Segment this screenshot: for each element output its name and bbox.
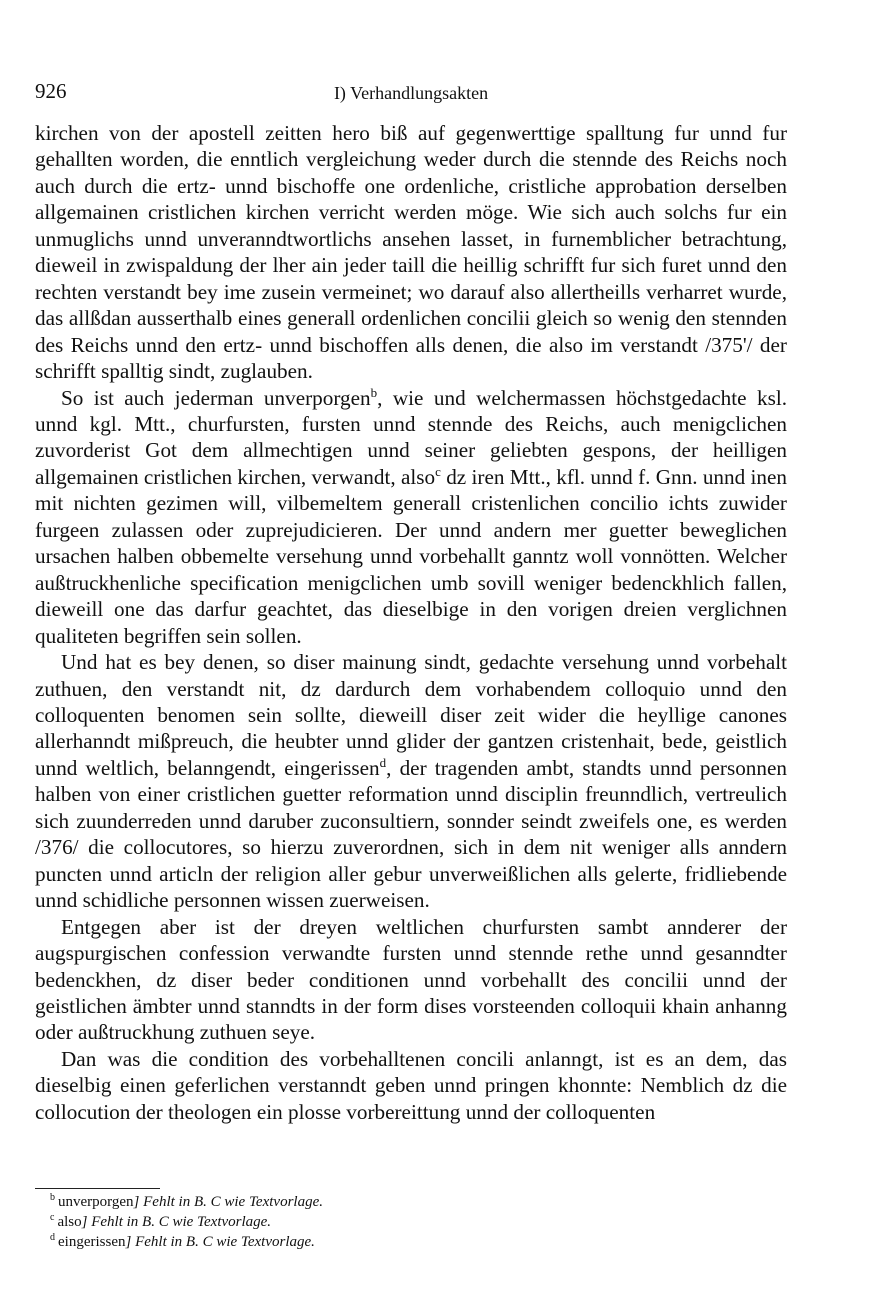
paragraph-3: Und hat es bey denen, so diser mainung sindt, gedachte versehung unnd vorbehalt zuthuen, den verstandt nit, dz dardurch dem vorhabendem colloquio unnd den colloquenten benomen sein sollte, dieweill diser zeit wider die heyllige canones allerhanndt mißpreuch, die heubter unnd glider der gantzen cristenhait, bede, geistlich unnd weltlich, belanngendt, eingerissen$^d$, der tragenden ambt, standts unnd personnen halben von einer cristlichen guetter reformation unnd disciplin freunndlich, vertreulich sich zuunderreden unnd daruber zuconsultiern, sonnder seindt zweifels one, es werden /376/ die collocutores, so hierzu zuverordnen, sich in dem nit weniger alls anndern puncten unnd articln der religion aller gebur unverweißlichen alls gelerte, fridliebende unnd schidliche personnen wissen zuerweisen. bbox=[35, 650, 787, 913]
body-text bbox=[35, 120, 787, 1125]
footnote-d: $^d$ eingerissen] Fehlt in B. C wie Textvorlage. bbox=[50, 1232, 315, 1250]
footnote-b: $^b$ unverporgen] Fehlt in B. C wie Textvorlage. bbox=[50, 1192, 323, 1210]
footnote-ref-c[interactable]: c bbox=[435, 463, 441, 479]
paragraph-5: Dan was die condition des vorbehalltenen concili anlanngt, ist es an dem, das dieselbig einen geferlichen verstanndt geben unnd pringen khonnte: Nemblich dz die collocution der theologen ein plosse vorbereittung unnd der colloquenten bbox=[35, 1046, 787, 1124]
page-header bbox=[35, 78, 787, 104]
footnote-divider bbox=[35, 1188, 160, 1189]
paragraph-4: Entgegen aber ist der dreyen weltlichen churfursten sambt annderer der augspurgischen confession verwandte fursten unnd stennde rethe unnd gesanndter bedenckhen, dz diser beder conditionen unnd vorbehallt des concilii unnd der geistlichen ämbter unnd stanndts in der form dises vorsteenden colloquii khain anhanng oder außtruckhung zuthuen seye. bbox=[35, 914, 787, 1045]
footnote-c: $^c$ also] Fehlt in B. C wie Textvorlage. bbox=[50, 1212, 272, 1230]
document-page bbox=[35, 78, 787, 1125]
page-number: 926 bbox=[35, 79, 67, 103]
paragraph-2: So ist auch jederman unverporgen$^b$, wie und welchermassen höchstgedachte ksl. unnd kgl. Mtt., churfursten, fursten unnd stennde des Reichs, auch menigclichen zuvorderist Got dem allmechtigen unnd seiner geliebten gespons, der heilligen allgemainen cristlichen kirchen, verwandt, also$^c$ dz iren Mtt., kfl. unnd f. Gnn. unnd inen mit nichten gezimen will, vilbemeltem generall cristenlichen concilio ichts zuwider furgeen zulassen oder zuprejudicieren. Der unnd andern mer guetter beweglichen ursachen halben obbemelte versehung unnd vorbehallt ganntz woll vonnötten. Welcher außtruckhenliche specification menigclichen umb sovill weniger bedenckhlich fallen, dieweill one das darfur geachtet, das dieselbige in den vorigen dreien verglichnen qualiteten begriffen sein sollen. bbox=[35, 384, 788, 648]
footnote-ref-d[interactable]: d bbox=[379, 754, 387, 770]
running-head: I) Verhandlungsakten bbox=[333, 83, 489, 103]
footnotes bbox=[50, 1192, 780, 1252]
footnote-ref-b[interactable]: b bbox=[370, 384, 378, 400]
paragraph-1: kirchen von der apostell zeitten hero biß auf gegenwerttige spalltung fur unnd fur gehallten worden, die enntlich vergleichung weder durch die stennde des Reichs noch auch durch die ertz- unnd bischoffe one ordenliche, cristliche approbation derselben allgemainen cristlichen kirchen verricht werden möge. Wie sich auch solchs fur ein unmuglichs unnd unveranndtwortlichs ansehen lasset, in furnemblicher betrachtung, dieweil in zwispaldung der lher ain jeder taill die heillig schrifft fur sich furet unnd den rechten verstandt bey ime zusein vermeinet; wo darauf also allertheills verharret wurde, das allßdan ausserthalb eines generall ordenlichen concilii gleich so wenig den stennden des Reichs unnd den ertz- unnd bischoffen alls denen, die also im verstandt /375'/ der schrifft spalltig sindt, zuglauben. bbox=[35, 121, 787, 384]
